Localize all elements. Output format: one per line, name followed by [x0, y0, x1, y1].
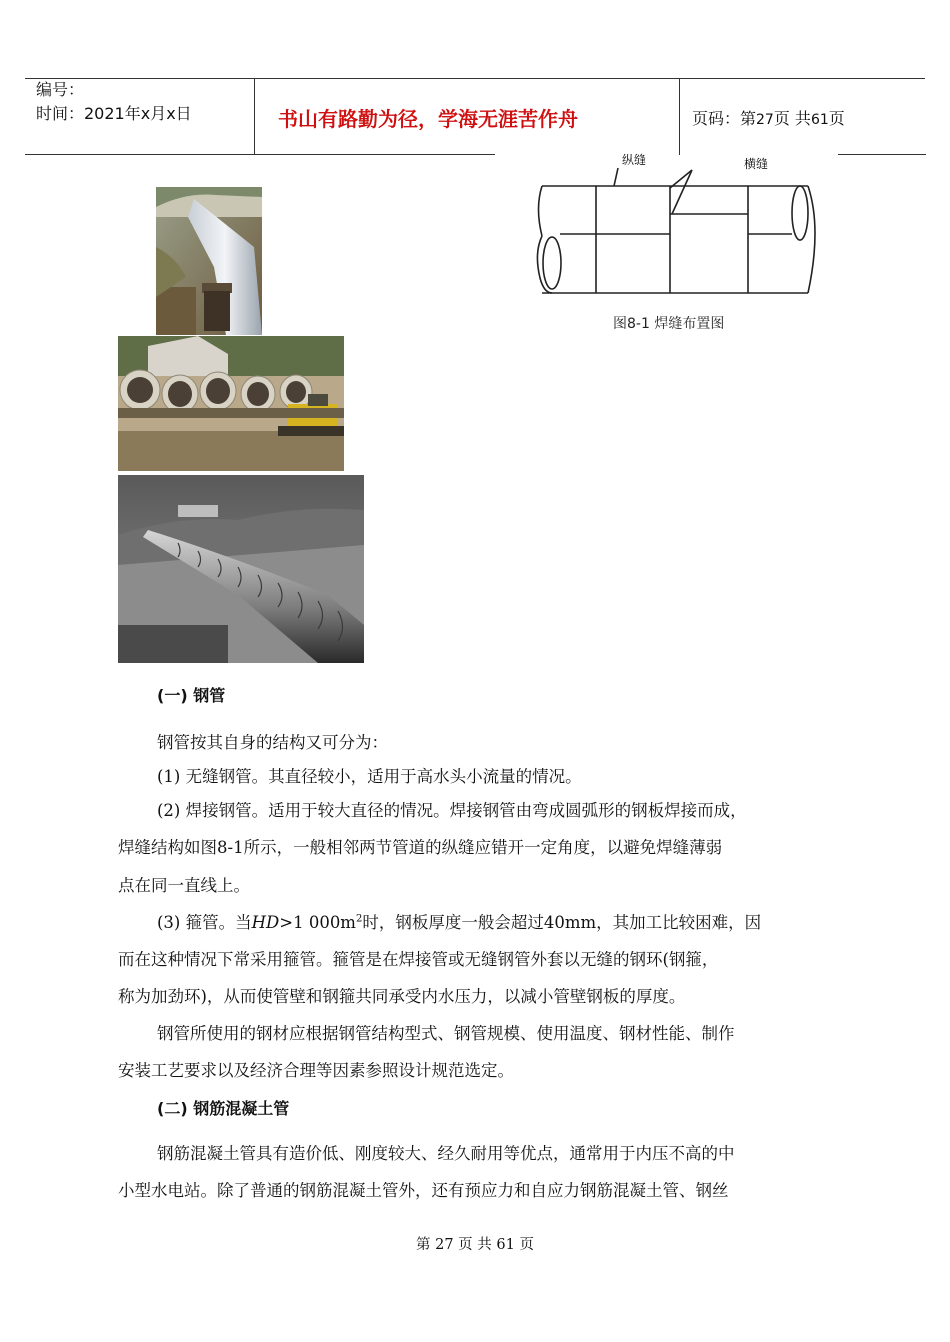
- label-longitudinal-seam: 纵缝: [622, 153, 647, 167]
- weld-diagram: [530, 148, 830, 308]
- figure-weld-layout: [530, 148, 830, 308]
- paragraph-line: 小型水电站。除了普通的钢筋混凝土管外，还有预应力和自应力钢筋混凝土管、钢丝: [118, 1181, 729, 1200]
- header-bottom-rule-left: [25, 154, 495, 155]
- document-time-label: 时间：2021年x月x日: [36, 104, 192, 123]
- header-bottom-rule-right: [838, 154, 926, 155]
- paragraph-line: 钢管按其自身的结构又可分为：: [157, 733, 388, 752]
- header-divider-left: [254, 78, 255, 155]
- page-prefix: 页码：第: [692, 109, 757, 128]
- paragraph-line: 钢管所使用的钢材应根据钢管结构型式、钢管规模、使用温度、钢材性能、制作: [157, 1024, 735, 1043]
- paragraph-line: (2) 焊接钢管。适用于较大直径的情况。焊接钢管由弯成圆弧形的钢板焊接而成，: [157, 801, 747, 820]
- page-footer: 第 27 页 共 61 页: [416, 1237, 534, 1253]
- hoop-rest: 时，钢板厚度一般会超过40mm，其加工比较困难，因: [362, 913, 762, 932]
- section-heading-rc-pipe: (二) 钢筋混凝土管: [157, 1099, 290, 1118]
- paragraph-line: 钢筋混凝土管具有造价低、刚度较大、经久耐用等优点，通常用于内压不高的中: [157, 1144, 735, 1163]
- paragraph-line: 点在同一直线上。: [118, 876, 250, 895]
- figure-caption: 图8-1 焊缝布置图: [613, 316, 725, 332]
- page-middle: 页 共: [773, 109, 811, 128]
- hoop-prefix: (3) 箍管。当: [157, 913, 252, 932]
- paragraph-line: 焊缝结构如图8-1所示，一般相邻两节管道的纵缝应错开一定角度，以避免焊缝薄弱: [118, 838, 723, 857]
- photo-steel-penstock: [156, 187, 262, 335]
- paragraph-line-hoop: [157, 909, 761, 933]
- page-current: 27: [756, 112, 774, 128]
- header-top-rule: [25, 78, 925, 79]
- page-total: 61: [810, 112, 829, 128]
- header-divider-right: [679, 78, 680, 155]
- photo-pipeline-bw: [118, 475, 364, 663]
- hoop-hd: HD: [251, 913, 280, 932]
- photo-concrete-pipes: [118, 336, 344, 471]
- hoop-mid: >1 000m: [279, 913, 356, 932]
- header-motto: 书山有路勤为径，学海无涯苦作舟: [278, 107, 578, 130]
- section-heading-steel-pipe: (一) 钢管: [157, 686, 226, 705]
- hoop-superscript: 2: [355, 913, 363, 925]
- paragraph-line: 而在这种情况下常采用箍管。箍管是在焊接管或无缝钢管外套以无缝的钢环(钢箍，: [118, 950, 719, 969]
- header-meta: [36, 78, 192, 126]
- paragraph-line: 安装工艺要求以及经济合理等因素参照设计规范选定。: [118, 1061, 514, 1080]
- paragraph-line: 称为加劲环)，从而使管壁和钢箍共同承受内水压力，以减小管壁钢板的厚度。: [118, 987, 686, 1006]
- page-suffix: 页: [828, 109, 845, 128]
- label-transverse-seam: 横缝: [744, 157, 769, 171]
- document-number-label: 编号：: [36, 80, 85, 99]
- paragraph-line: (1) 无缝钢管。其直径较小，适用于高水头小流量的情况。: [157, 767, 582, 786]
- header-page-info: [692, 106, 845, 129]
